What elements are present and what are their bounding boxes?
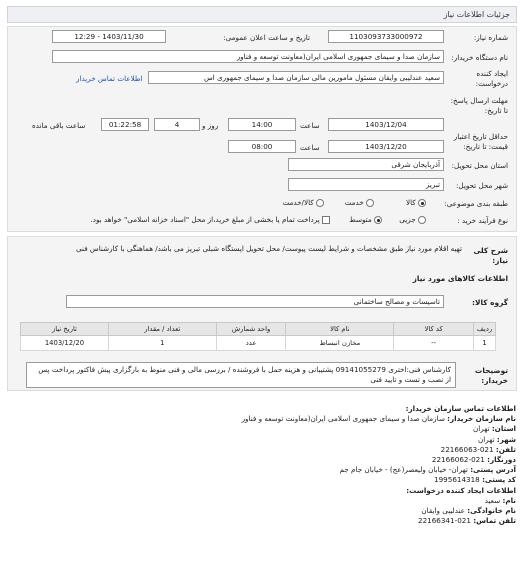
cell-unit: عدد [216,336,286,351]
validity-time-field[interactable]: 08:00 [228,140,296,153]
announce-field[interactable]: 1403/11/30 - 12:29 [52,30,166,43]
creator-label-2: درخواست: [475,79,508,88]
category-goods-service[interactable]: کالا/خدمت [282,198,324,207]
contact-address-label: آدرس پستی: [470,465,516,475]
first-name-value: سعید [484,495,501,505]
proc-medium[interactable]: متوسط [349,215,382,224]
first-name-label: نام: [502,495,516,505]
group-label: گروه کالا: [472,298,508,307]
radio-medium-icon[interactable] [374,216,382,224]
creator-field[interactable]: سعید عندلیبی وایقان مسئول مامورین مالی سازمان صدا و سیمای جمهوری اس [148,71,444,84]
page-title: جزئیات اطلاعات نیاز [443,10,510,19]
contact-phone-value: 021-22166063 [440,444,494,454]
purchase-label: نوع فرآیند خرید : [457,216,508,225]
contact-postal-label: کد پستی: [482,475,516,485]
summary-label-2: نیاز: [492,256,508,265]
radio-goods-icon[interactable] [418,199,426,207]
table-header-row [21,323,496,336]
contact-name-value: سازمان صدا و سیمای جمهوری اسلامی ایران(معاونت توسعه و فناور [241,414,445,424]
col-unit: واحد شمارش [216,323,286,336]
last-name-label: نام خانوادگی: [467,506,516,516]
goods-info-title: اطلاعات کالاهای مورد نیاز [412,274,508,283]
last-name-value: عندلیبی وایقان [421,506,465,516]
checkbox-icon[interactable] [322,216,330,224]
validity-label: حداقل تاریخ اعتبار [453,132,508,141]
group-field[interactable]: تاسیسات و مصالح ساختمانی [66,295,444,308]
contact-postal-value: 1995614318 [434,475,480,485]
col-qty: تعداد / مقدار [108,323,216,336]
col-code: کد کالا [394,323,474,336]
items-table [20,322,496,351]
cell-date: 1403/12/20 [21,336,109,351]
city-field[interactable]: تبریز [288,178,444,191]
contact-title: اطلاعات تماس سازمان خریدار: [405,404,516,413]
category-label: طبقه بندی موضوعی: [444,199,508,208]
reply-deadline-label: مهلت ارسال پاسخ: [450,96,508,105]
buyer-label: نام دستگاه خریدار: [451,53,508,62]
reply-deadline-label-2: تا تاریخ: [484,106,508,115]
contact-city-value: تهران [477,434,495,444]
province-label: استان محل تحویل: [451,161,508,170]
category-goods[interactable]: کالا [406,198,426,207]
province-field[interactable]: آذربایجان شرقی [288,158,444,171]
creator-info-title: اطلاعات ایجاد کننده درخواست: [406,485,516,495]
validity-label-2: قیمت: تا تاریخ: [463,142,508,151]
remaining-label: ساعت باقی مانده [32,121,86,130]
validity-time-label: ساعت [300,143,320,152]
contact-city-label: شهر: [496,434,516,444]
payment-note[interactable]: پرداخت تمام یا بخشی از مبلغ خرید،از محل "اسناد خزانه اسلامی" خواهد بود. [90,215,330,224]
contact-fax-value: 021-22166062 [431,455,485,465]
need-number-field[interactable]: 1103093733000972 [328,30,444,43]
day-label: روز و [202,121,219,130]
contact-province-label: استان: [491,424,516,434]
city-label: شهر محل تحویل: [455,181,508,190]
remaining-time-field[interactable]: 01:22:58 [101,118,149,131]
summary-text: تهیه اقلام مورد نیاز طبق مشخصات و شرایط لیست پیوست/ محل تحویل ایستگاه شبلی تبریز می باشد/ هماهنگی با کارشناس فنی [76,244,462,253]
need-number-label: شماره نیاز: [473,33,508,42]
reply-time-field[interactable]: 14:00 [228,118,296,131]
col-date: تاریخ نیاز [21,323,109,336]
cell-name: مخازن انبساط [286,336,394,351]
reply-time-label: ساعت [300,121,320,130]
contact-province-value: تهران [472,424,490,434]
buyer-notes-label: توضیحات [474,366,508,375]
contact-section [8,404,516,526]
creator-phone-label: تلفن تماس: [473,516,516,526]
summary-label: شرح کلی [473,246,508,255]
buyer-contact-link[interactable]: اطلاعات تماس خریدار [76,74,143,83]
cell-code: -- [394,336,474,351]
announce-label: تاریخ و ساعت اعلان عمومی: [223,33,310,42]
contact-phone-label: تلفن: [495,444,516,454]
buyer-field[interactable]: سازمان صدا و سیمای جمهوری اسلامی ایران(معاونت توسعه و فناور [52,50,444,63]
col-name: نام کالا [286,323,394,336]
category-service[interactable]: خدمت [345,198,374,207]
contact-fax-label: دورنگار: [487,455,516,465]
cell-qty: 1 [108,336,216,351]
buyer-notes-text: کارشناس فنی:اخترى 09141055279 پشتیبانی و هزینه حمل با فروشنده / بررسی مالی و فنی منوط به بارگزاری پیش فاکتور پرداخت پس از نصب و تست و تایید فنی [26,362,456,388]
creator-label: ایجاد کننده [476,69,508,78]
radio-partial-icon[interactable] [418,216,426,224]
radio-service-icon[interactable] [366,199,374,207]
contact-name-label: نام سازمان خریدار: [447,414,516,424]
table-row[interactable] [21,336,496,351]
radio-goods-service-icon[interactable] [316,199,324,207]
cell-row: 1 [474,336,496,351]
validity-date-field[interactable]: 1403/12/20 [328,140,444,153]
buyer-notes-label-2: خریدار: [481,376,508,385]
days-field[interactable]: 4 [154,118,200,131]
proc-partial[interactable]: جزیی [399,215,426,224]
col-row: ردیف [474,323,496,336]
reply-date-field[interactable]: 1403/12/04 [328,118,444,131]
contact-address-value: تهران- خیابان ولیعصر(عج) - خیابان جام جم [339,465,468,475]
creator-phone-value: 021-22166341 [418,516,471,526]
page-header [7,6,517,23]
